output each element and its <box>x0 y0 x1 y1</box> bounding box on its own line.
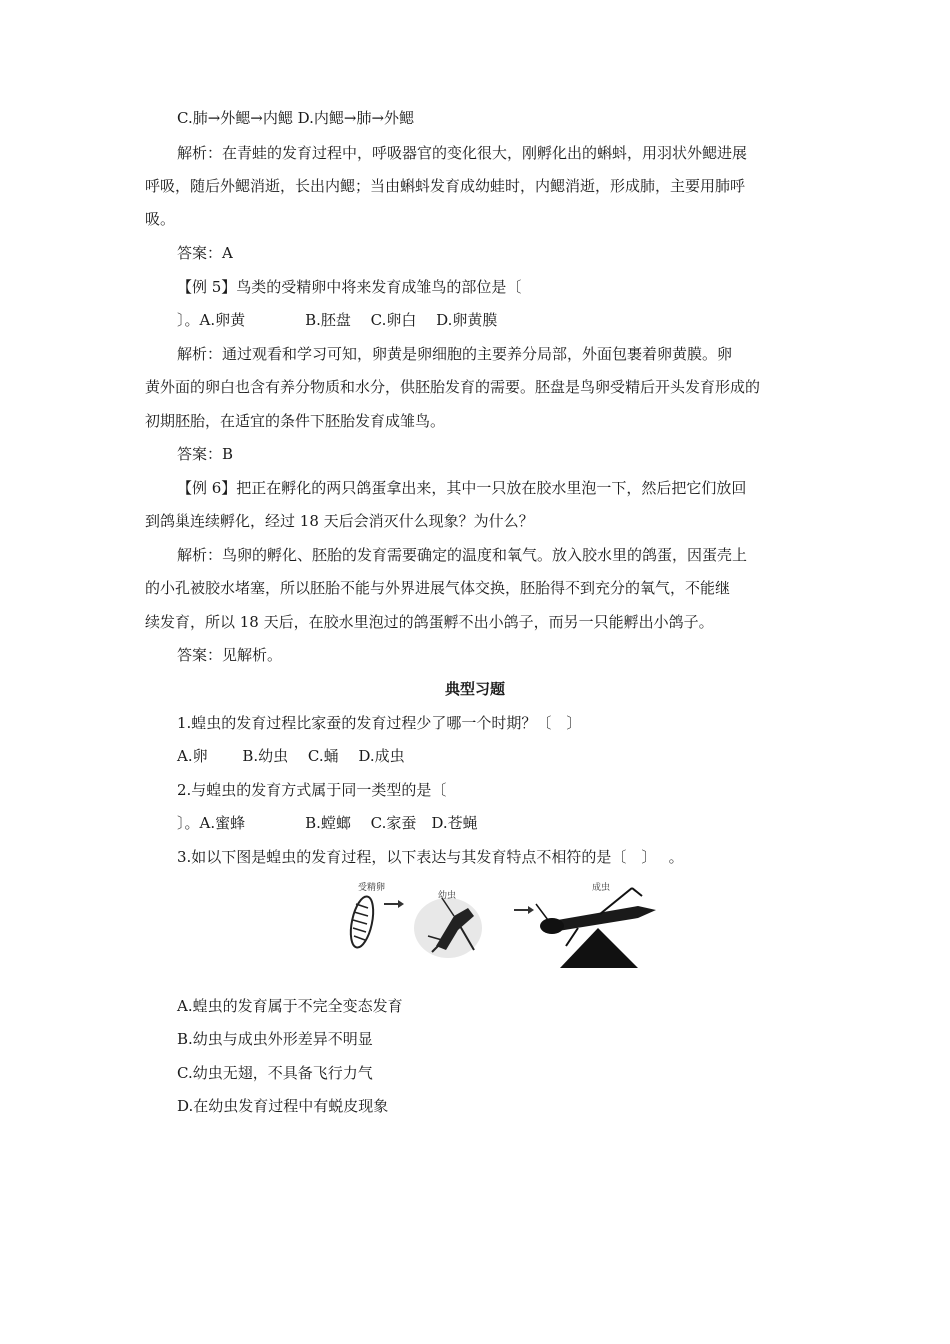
line-13: 到鸽巢连续孵化，经过 18 天后会消灭什么现象？为什么？ <box>145 512 534 530</box>
adult-illustration <box>536 888 656 968</box>
line-1: C.肺→外鳃→内鳃 D.内鳃→肺→外鳃 <box>177 109 415 127</box>
line-15: 的小孔被胶水堵塞，所以胚胎不能与外界进展气体交换，胚胎得不到充分的氧气，不能继 <box>145 579 731 597</box>
line-8: 解析：通过观看和学习可知，卵黄是卵细胞的主要养分局部，外面包裹着卵黄膜。卵 <box>177 345 733 363</box>
question-1: 1.蝗虫的发育过程比家蚕的发育过程少了哪一个时期？〔 〕 <box>177 714 582 732</box>
line-6: 【例 5】鸟类的受精卵中将来发育成雏鸟的部位是〔 <box>177 278 522 296</box>
option-b: B.幼虫与成虫外形差异不明显 <box>177 1030 373 1048</box>
arrow-1 <box>384 900 404 908</box>
line-4: 吸。 <box>145 210 176 228</box>
section-title: 典型习题 <box>444 680 505 698</box>
line-2: 解析：在青蛙的发育过程中，呼吸器官的变化很大，刚孵化出的蝌蚪，用羽状外鳃进展 <box>177 144 748 162</box>
label-nymph: 幼虫 <box>438 891 457 901</box>
egg-illustration <box>347 894 377 949</box>
question-2: 2.与蝗虫的发育方式属于同一类型的是〔 <box>177 781 447 799</box>
line-10: 初期胚胎，在适宜的条件下胚胎发育成雏鸟。 <box>145 412 446 430</box>
line-11: 答案：B <box>177 445 234 463</box>
question-3: 3.如以下图是蝗虫的发育过程，以下表达与其发育特点不相符的是〔 〕 。 <box>177 848 684 866</box>
line-5: 答案：A <box>177 244 233 262</box>
arrow-2 <box>514 906 534 914</box>
figure-drawing <box>338 876 668 968</box>
question-1-options: A.卵 B.幼虫 C.蛹 D.成虫 <box>177 747 405 765</box>
line-17: 答案：见解析。 <box>177 646 283 664</box>
option-a: A.蝗虫的发育属于不完全变态发育 <box>177 997 403 1015</box>
line-12: 【例 6】把正在孵化的两只鸽蛋拿出来，其中一只放在胶水里泡一下，然后把它们放回 <box>177 479 747 497</box>
option-c: C.幼虫无翅，不具备飞行力气 <box>177 1064 373 1082</box>
line-9: 黄外面的卵白也含有养分物质和水分，供胚胎发育的需要。胚盘是鸟卵受精后开头发育形成的 <box>145 378 761 396</box>
line-3: 呼吸，随后外鳃消逝，长出内鳃；当由蝌蚪发育成幼蛙时，内鳃消逝，形成肺，主要用肺呼 <box>145 177 746 195</box>
line-14: 解析：鸟卵的孵化、胚胎的发育需要确定的温度和氧气。放入胶水里的鸽蛋，因蛋壳上 <box>177 546 748 564</box>
label-adult: 成虫 <box>592 883 611 893</box>
option-d: D.在幼虫发育过程中有蜕皮现象 <box>177 1097 389 1115</box>
label-fertilized-egg: 受精卵 <box>358 883 386 893</box>
line-16: 续发育，所以 18 天后，在胶水里泡过的鸽蛋孵不出小鸽子，而另一只能孵出小鸽子。 <box>145 613 714 631</box>
locust-development-figure <box>338 876 668 968</box>
line-7: 〕。A.卵黄 B.胚盘 C.卵白 D.卵黄膜 <box>177 311 498 329</box>
nymph-illustration <box>414 898 482 958</box>
question-2-options: 〕。A.蜜蜂 B.螳螂 C.家蚕 D.苍蝇 <box>177 814 478 832</box>
